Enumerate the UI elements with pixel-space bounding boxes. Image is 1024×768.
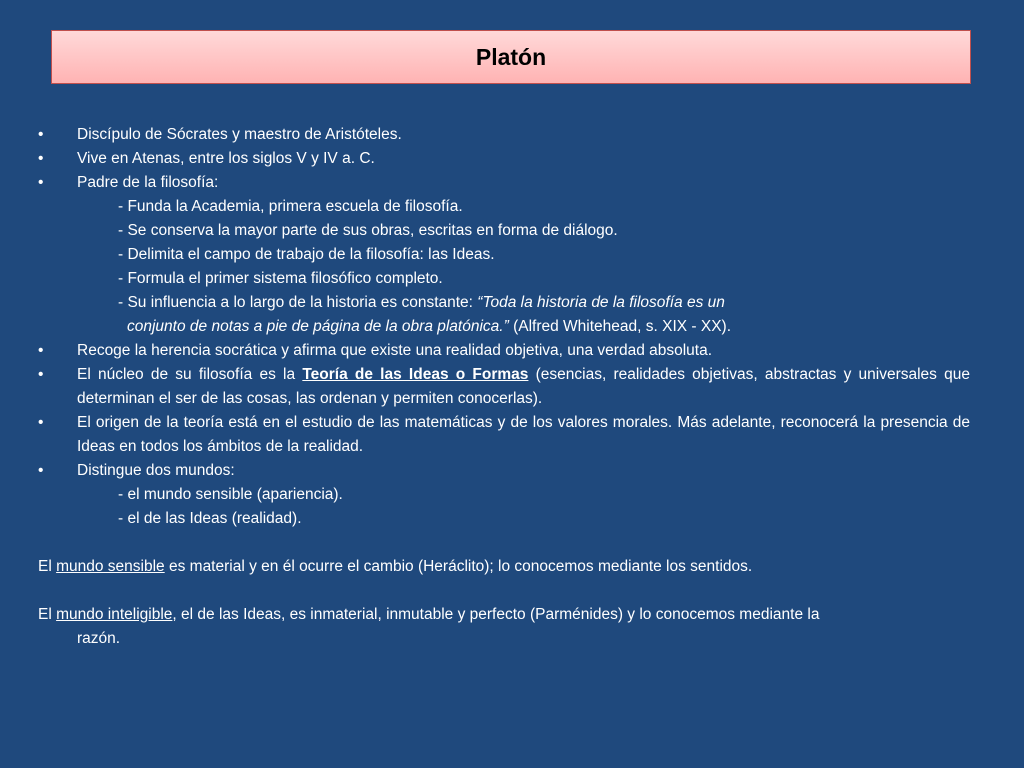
- para-rest: es material y en él ocurre el cambio (Heráclito); lo conocemos mediante los sentidos.: [164, 558, 753, 575]
- para-last-line: razón.: [77, 630, 121, 647]
- sub-item-ideas: - Delimita el campo de trabajo de la filosofía: las Ideas.: [118, 246, 495, 263]
- mundo-sensible-term: mundo sensible: [56, 558, 165, 575]
- bullet-text: Discípulo de Sócrates y maestro de Aristóteles.: [77, 126, 402, 143]
- bullet-text: El origen de la teoría está en el estudio de las matemáticas y de los valores morales. Más adelante, reconocerá la presencia de Ideas en todos los ámbitos de la realidad.: [77, 414, 970, 455]
- sub-item-influencia-cont: [38, 315, 970, 339]
- bullet-discipulo: [38, 123, 970, 147]
- bullet-text: Padre de la filosofía:: [77, 174, 219, 191]
- bullet-icon: •: [38, 126, 44, 143]
- bullet-text: Distingue dos mundos:: [77, 462, 235, 479]
- para-lead: El: [38, 606, 57, 623]
- sub-item-academia: - Funda la Academia, primera escuela de filosofía.: [118, 198, 463, 215]
- spacer: [38, 531, 970, 555]
- bullet-icon: •: [38, 174, 44, 191]
- title-banner: [51, 30, 971, 84]
- paragraph-mundo-sensible: [38, 555, 970, 579]
- bullet-origen: [38, 411, 970, 459]
- bullet-padre: [38, 171, 970, 195]
- teoria-ideas-term: Teoría de las Ideas o Formas: [302, 366, 529, 383]
- sub-item-influencia: [38, 291, 970, 315]
- influence-prefix: - Su influencia a lo largo de la historia es constante:: [118, 294, 478, 311]
- quote-attribution: (Alfred Whitehead, s. XIX - XX).: [508, 318, 732, 335]
- bullet-atenas: [38, 147, 970, 171]
- bullet-icon: •: [38, 342, 44, 359]
- bullet-icon: •: [38, 414, 44, 431]
- nucleo-after: (esencias, realidades objetivas, abstractas y universales que determinan el ser de las cosas, las ordenan y permiten conocerlas).: [77, 366, 970, 407]
- paragraph-mundo-inteligible: [38, 603, 970, 651]
- sub-item-mundo-sensible: - el mundo sensible (apariencia).: [118, 486, 343, 503]
- bullet-text: Recoge la herencia socrática y afirma que existe una realidad objetiva, una verdad absoluta.: [77, 342, 713, 359]
- bullet-icon: •: [38, 150, 44, 167]
- whitehead-quote-line1: “Toda la historia de la filosofía es un: [477, 294, 725, 311]
- spacer: [38, 579, 970, 603]
- sub-item-sistema: - Formula el primer sistema filosófico completo.: [118, 270, 443, 287]
- sub-item-mundo-ideas: - el de las Ideas (realidad).: [118, 510, 302, 527]
- slide-content: [38, 123, 970, 651]
- para-rest: , el de las Ideas, es inmaterial, inmutable y perfecto (Parménides) y lo conocemos mediante la: [172, 606, 820, 623]
- para-lead: El: [38, 558, 57, 575]
- bullet-herencia: [38, 339, 970, 363]
- mundo-inteligible-term: mundo inteligible: [56, 606, 173, 623]
- whitehead-quote-line2: conjunto de notas a pie de página de la obra platónica.”: [127, 318, 509, 335]
- bullet-mundos: [38, 459, 970, 483]
- bullet-text: Vive en Atenas, entre los siglos V y IV a. C.: [77, 150, 375, 167]
- bullet-icon: •: [38, 462, 44, 479]
- sub-item-obras: - Se conserva la mayor parte de sus obras, escritas en forma de diálogo.: [118, 222, 618, 239]
- nucleo-before: El núcleo de su filosofía es la: [77, 366, 303, 383]
- bullet-icon: •: [38, 366, 44, 383]
- bullet-nucleo: [38, 363, 970, 411]
- slide-title: Platón: [475, 43, 547, 70]
